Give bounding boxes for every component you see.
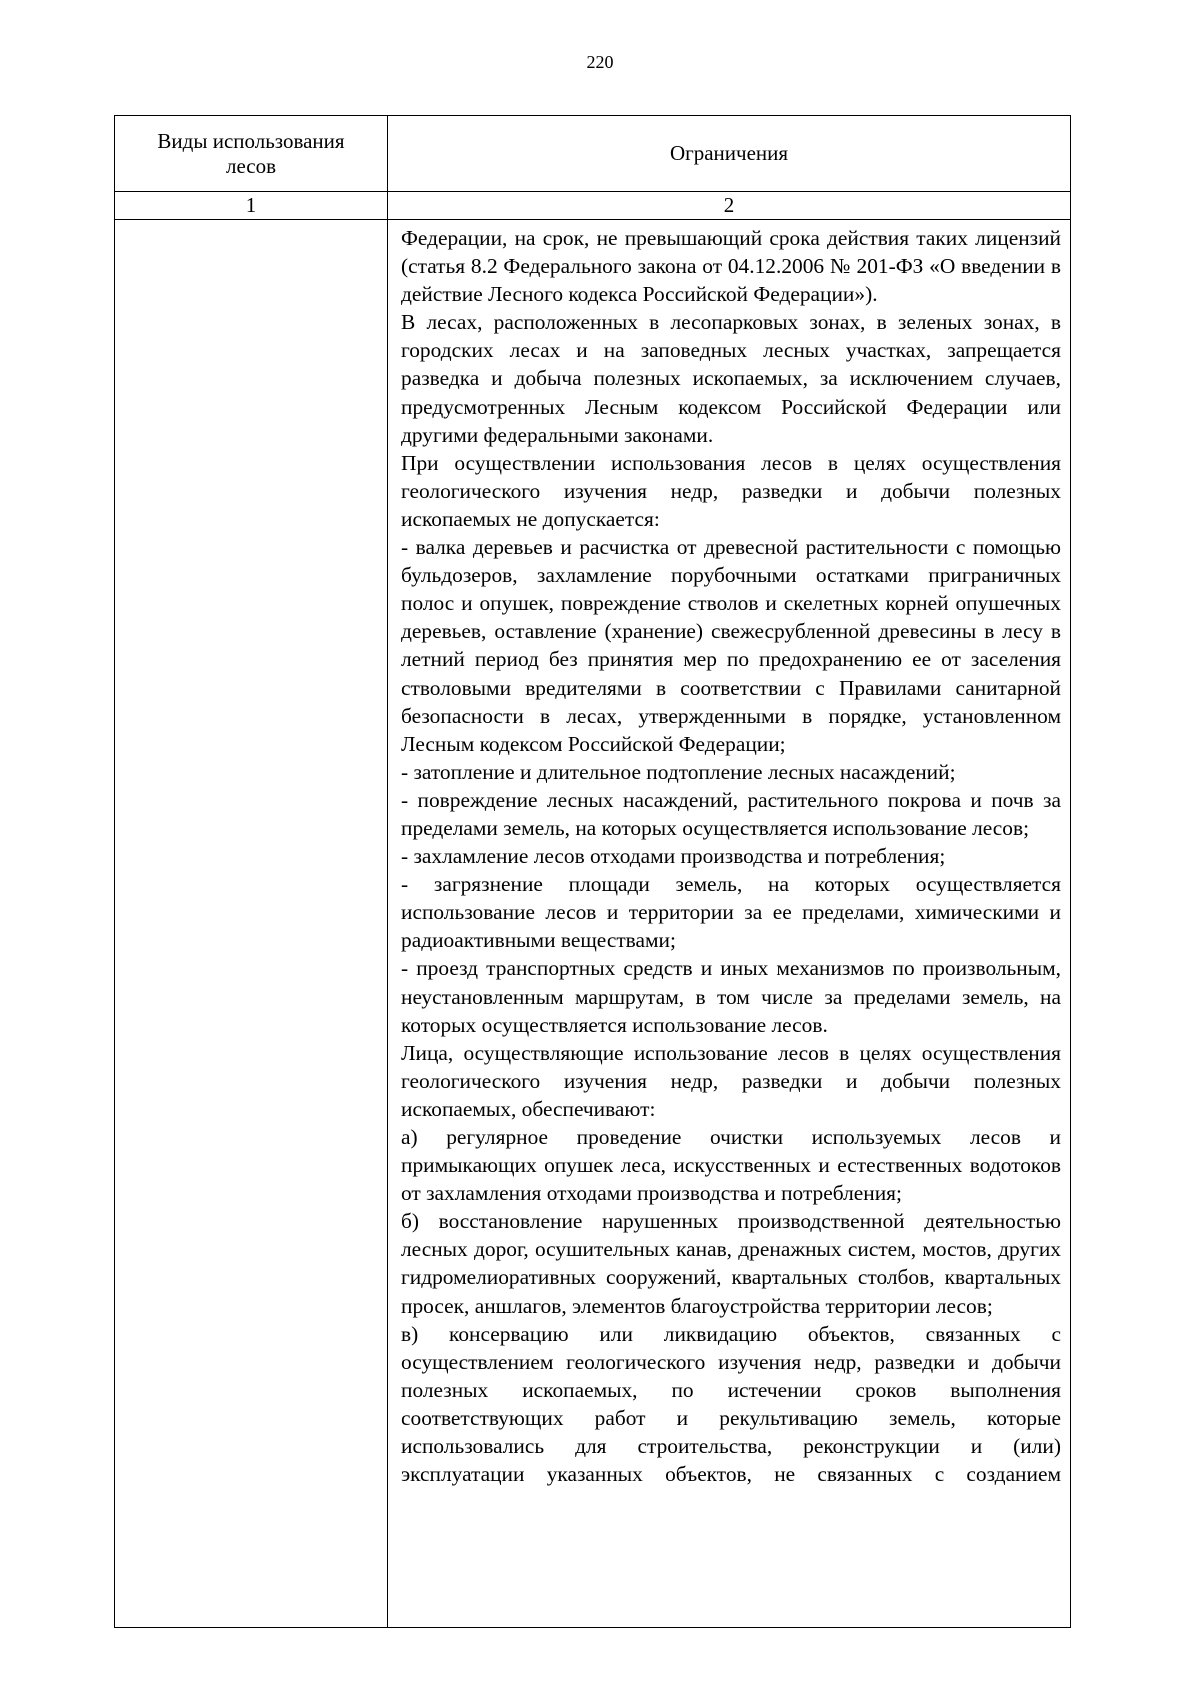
column-number-2: 2: [388, 192, 1071, 220]
header-cell-restrictions: [388, 116, 1071, 192]
paragraph: - затопление и длительное подтопление лесных насаждений;: [401, 759, 956, 784]
paragraph: - загрязнение площади земель, на которых осуществляется использование лесов и территории за ее пределами, химическими и радиоактивными веществами;: [401, 872, 1061, 953]
usage-type-cell: [115, 220, 388, 1628]
paragraph: При осуществлении использования лесов в целях осуществления геологического изучения недр, разведки и добычи полезных ископаемых не допускается:: [401, 450, 1061, 531]
paragraph: - проезд транспортных средств и иных механизмов по произвольным, неустановленным маршрутам, в том числе за пределами земель, на которых осуществляется использование лесов.: [401, 956, 1061, 1037]
paragraph: - валка деревьев и расчистка от древесной растительности с помощью бульдозеров, захламление порубочными остатками приграничных полос и опушек, повреждение стволов и скелетных корней опушечных деревьев, оставление (хранение) свежесрубленной древесины в лесу в летний период без принятия мер по предохранению ее от заселения стволовыми вредителями в соответствии с Правилами санитарной безопасности в лесах, утвержденными в порядке, установленном Лесным кодексом Российской Федерации;: [401, 535, 1061, 756]
paragraph: б) восстановление нарушенных производственной деятельностью лесных дорог, осушительных канав, дренажных систем, мостов, других гидромелиоративных сооружений, квартальных столбов, квартальных просек, аншлагов, элементов благоустройства территории лесов;: [401, 1209, 1061, 1318]
paragraph: - повреждение лесных насаждений, растительного покрова и почв за пределами земель, на которых осуществляется использование лесов;: [401, 787, 1061, 840]
table-row: [115, 220, 1071, 1628]
paragraph: в) консервацию или ликвидацию объектов, связанных с осуществлением геологического изучения недр, разведки и добычи полезных ископаемых, по истечении сроков выполнения соответствующих работ и рекультивацию земель, которые использовались для строительства, реконструкции и (или) эксплуатации указанных объектов, не связанных с созданием: [401, 1321, 1061, 1487]
paragraph: Лица, осуществляющие использование лесов в целях осуществления геологического изучения недр, разведки и добычи полезных ископаемых, обеспечивают:: [401, 1040, 1061, 1121]
paragraph: а) регулярное проведение очистки используемых лесов и примыкающих опушек леса, искусственных и естественных водотоков от захламления отходами производства и потребления;: [401, 1125, 1061, 1206]
restrictions-cell: [388, 220, 1071, 1628]
paragraph: - захламление лесов отходами производства и потребления;: [401, 844, 946, 869]
restrictions-table: [114, 115, 1071, 1628]
page-number: 220: [586, 52, 614, 72]
column-number-1: 1: [115, 192, 388, 220]
column-number-row: [115, 192, 1071, 220]
header-restrictions: Ограничения: [669, 141, 789, 165]
table-header-row: [115, 116, 1071, 192]
header-usage-types: Виды использования лесов: [157, 128, 345, 178]
header-cell-usage-types: [115, 116, 388, 192]
paragraph: Федерации, на срок, не превышающий срока действия таких лицензий (статья 8.2 Федерального закона от 04.12.2006 № 201-ФЗ «О введении в действие Лесного кодекса Российской Федерации»).: [401, 226, 1061, 307]
paragraph: В лесах, расположенных в лесопарковых зонах, в зеленых зонах, в городских лесах и на заповедных лесных участках, запрещается разведка и добыча полезных ископаемых, за исключением случаев, предусмотренных Лесным кодексом Российской Федерации или другими федеральными законами.: [401, 310, 1061, 447]
